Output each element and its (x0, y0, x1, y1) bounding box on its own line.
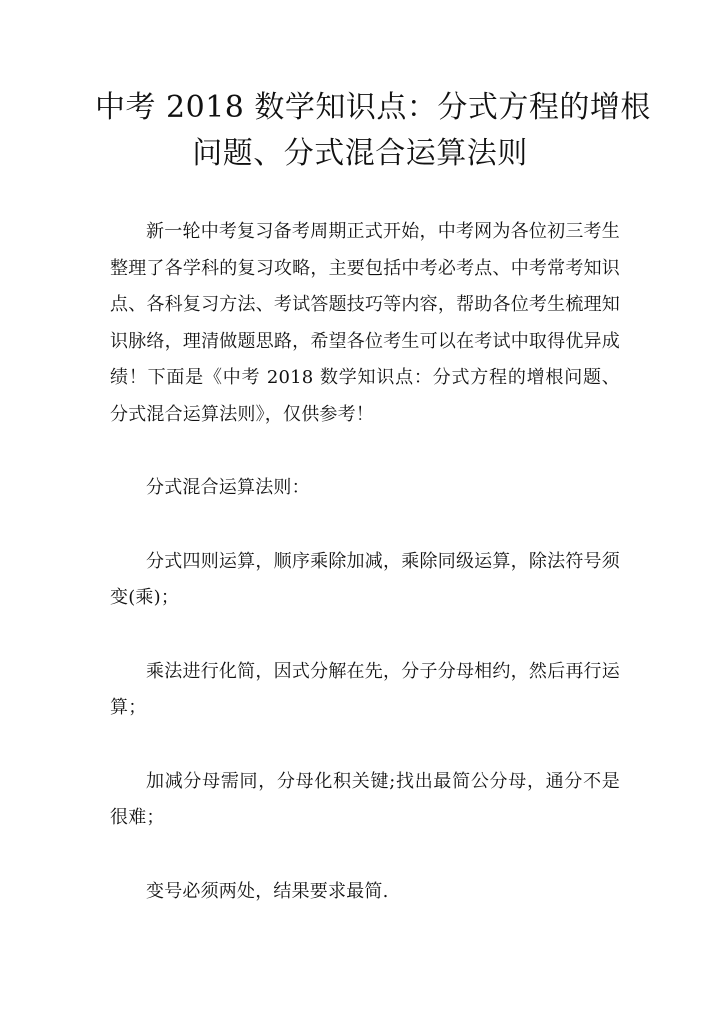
paragraph-gap (110, 837, 620, 874)
title-line-2: 问题、分式混合运算法则 (192, 136, 528, 171)
document-title (95, 85, 651, 177)
rule-paragraph-2: 乘法进行化简，因式分解在先，分子分母相约，然后再行运算； (110, 660, 620, 718)
paragraph-gap (110, 433, 620, 470)
section-heading: 分式混合运算法则： (146, 477, 310, 498)
paragraph-gap (110, 507, 620, 544)
paragraph-gap (110, 727, 620, 764)
rule-paragraph-1: 分式四则运算，顺序乘除加减，乘除同级运算，除法符号须变(乘)； (110, 550, 620, 608)
paragraph-gap (110, 617, 620, 654)
rule-paragraph-3: 加减分母需同，分母化积关键;找出最简公分母，通分不是很难； (110, 770, 620, 828)
document-body (110, 214, 620, 910)
intro-paragraph: 新一轮中考复习备考周期正式开始，中考网为各位初三考生整理了各学科的复习攻略，主要包括中考必考点、中考常考知识点、各科复习方法、考试答题技巧等内容，帮助各位考生梳理知识脉络，理清做题思路，希望各位考生可以在考试中取得优异成绩！下面是《中考 2018 数学知识点：分式方程的增根问题、分式混合运算法则》，仅供参考！ (110, 221, 620, 425)
title-line-1: 中考 2018 数学知识点：分式方程的增根 (95, 90, 651, 125)
rule-paragraph-4: 变号必须两处，结果要求最简. (146, 880, 389, 902)
